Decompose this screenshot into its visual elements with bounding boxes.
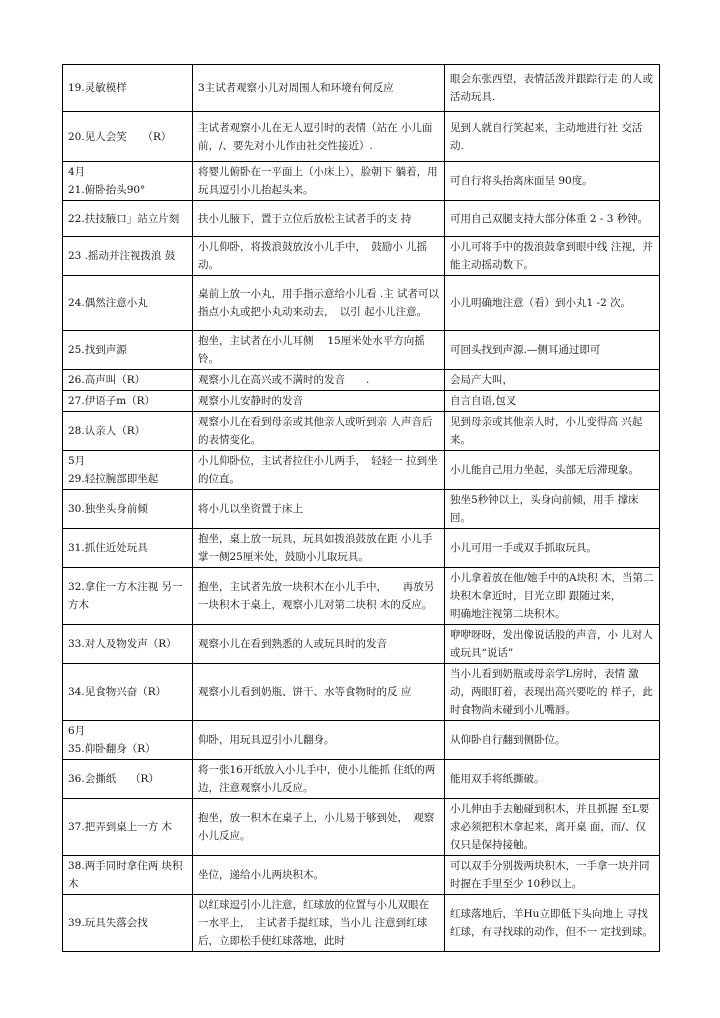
criterion-cell: 小儿明确地注意（看）到小丸1 -2 次。 xyxy=(445,276,660,331)
item-name: 34.见食物兴奋（R） xyxy=(68,686,167,698)
table-row xyxy=(63,391,660,412)
table-row xyxy=(63,112,660,162)
method-cell: 抱坐，主试者在小儿耳侧 15厘米处水平方向摇铃。 xyxy=(193,331,445,370)
item-name: 30.独坐头身前倾 xyxy=(68,503,148,515)
method-cell: 将婴儿俯卧在一平面上（小床上），脸朝下 躺着，用玩具逗引小儿抬起头来。 xyxy=(193,162,445,201)
table-row xyxy=(63,451,660,490)
item-cell xyxy=(63,451,193,490)
criterion-cell: 可回头找到声源.—侧耳通过即可 xyxy=(445,331,660,370)
table-row xyxy=(63,412,660,451)
method-cell: 小儿仰卧位，主试者拉住小儿两手， 轻轻一 拉到坐的位直。 xyxy=(193,451,445,490)
item-name: 24.偶然注意小丸 xyxy=(68,297,148,309)
method-cell: 桌前上放一小丸，用手指示意给小儿看 .主 试者可以指点小丸或把小丸动来动去， 以引 起小儿注意。 xyxy=(193,276,445,331)
criterion-cell: 当小儿看到奶瓶或母亲学L房时，表情 激动，两眼盯着，表现出高兴要吃的 样子，此时食物尚未碰到小儿嘴唇。 xyxy=(445,664,660,721)
item-name: 25.找到声源 xyxy=(68,344,127,356)
item-cell xyxy=(63,331,193,370)
item-cell xyxy=(63,112,193,162)
table-row xyxy=(63,664,660,721)
item-cell xyxy=(63,237,193,276)
item-cell xyxy=(63,799,193,856)
table-row xyxy=(63,201,660,237)
table-row xyxy=(63,331,660,370)
item-name: 20.见人会笑 （R） xyxy=(68,130,172,143)
item-name: 36.会撕纸 （R） xyxy=(68,773,159,785)
item-cell xyxy=(63,721,193,760)
item-cell xyxy=(63,370,193,391)
item-name: 28.认亲人（R） xyxy=(68,425,146,437)
item-cell xyxy=(63,895,193,952)
item-cell xyxy=(63,391,193,412)
method-cell: 观察小儿安静时的发音 xyxy=(193,391,445,412)
table-row xyxy=(63,856,660,895)
criterion-cell: 咿咿呀呀，发出像说话股的声音，小 儿对人或玩具“说话” xyxy=(445,625,660,664)
item-cell xyxy=(63,490,193,529)
method-cell: 扶小儿腋下，置于立位后放松主试者手的支 持 xyxy=(193,201,445,237)
method-cell: 观察小儿看到奶瓶、饼干、水等食物时的反 应 xyxy=(193,664,445,721)
criterion-cell: 小儿拿着放在他/她手中的A块积 木，当第二块积木拿近时，目光立即 跟随过来， 明确地注视第二块积木。 xyxy=(445,568,660,625)
criterion-cell: 红球落地后，羊Hu立即低下头向地上 寻找红球，有寻找球的动作，但不一 定找到球。 xyxy=(445,895,660,952)
criterion-cell: 可用自己双腿支持大部分体重 2 - 3 秒钟。 xyxy=(445,201,660,237)
item-cell xyxy=(63,529,193,568)
item-cell xyxy=(63,568,193,625)
table-row xyxy=(63,162,660,201)
criterion-cell: 可以双手分别拨两块积木，一手拿一块并同时握在手里至少 10秒以上。 xyxy=(445,856,660,895)
month-label: 5月 xyxy=(68,455,86,467)
assessment-table xyxy=(62,64,660,952)
method-cell: 抱坐，放一积木在桌子上，小儿易于够到处， 观察小儿反应。 xyxy=(193,799,445,856)
method-cell: 3主试者观察小儿对周围人和环境有何反应 xyxy=(193,65,445,112)
criterion-cell: 小儿伸由手去触碰到积木，并且抓握 至L要求必须把积木拿起来，离开桌 面，而/、仅仅只是保持接触。 xyxy=(445,799,660,856)
table-body xyxy=(63,65,660,952)
item-cell xyxy=(63,856,193,895)
method-cell: 抱坐，主试者先放一块积木在小儿手中， 再放另一块积木于桌上，观察小儿对第二块积 木的反应。 xyxy=(193,568,445,625)
table-row xyxy=(63,370,660,391)
criterion-cell: 小儿能自己用力坐起，头部无后滞现象。 xyxy=(445,451,660,490)
table-row xyxy=(63,65,660,112)
criterion-cell: 小儿可用一手或双手抓取玩具。 xyxy=(445,529,660,568)
criterion-cell: 能用双手将纸撕破。 xyxy=(445,760,660,799)
item-cell xyxy=(63,162,193,201)
table-row xyxy=(63,625,660,664)
table-row xyxy=(63,529,660,568)
item-cell xyxy=(63,65,193,112)
item-name: 29.轻拉腕部即坐起 xyxy=(68,473,159,485)
item-cell xyxy=(63,760,193,799)
table-row xyxy=(63,490,660,529)
criterion-cell: 见到母亲或其他亲人时，小儿变得高 兴起来。 xyxy=(445,412,660,451)
table-row xyxy=(63,568,660,625)
item-name: 26.高声叫（R） xyxy=(68,374,146,386)
item-name: 33.对人及物发声（R） xyxy=(68,638,177,650)
criterion-cell: 见到人就自行笑起来，主动地进行社 交活动. xyxy=(445,112,660,162)
criterion-cell: 会局产大叫， xyxy=(445,370,660,391)
item-name: 21.俯卧抬头90° xyxy=(68,184,146,196)
month-label: 4月 xyxy=(68,166,86,178)
criterion-cell: 自言自语,包叉 xyxy=(445,391,660,412)
method-cell: 将一张16开纸放入小儿手中，使小儿能抓 住纸的两边，注意观察小儿反应。 xyxy=(193,760,445,799)
method-cell: 观察小儿在看到母亲或其他亲人或听到亲 人声音后的表情变化。 xyxy=(193,412,445,451)
criterion-cell: 从仰卧自行翻到侧卧位。 xyxy=(445,721,660,760)
item-name: 23 .摇动并注视拨浪 鼓 xyxy=(68,250,176,262)
month-label: 6月 xyxy=(68,725,86,737)
method-cell: 观察小儿在看到熟悉的人或玩具时的发音 xyxy=(193,625,445,664)
method-cell: 观察小儿在高兴或不满时的发音 . xyxy=(193,370,445,391)
method-cell: 以红球逗引小儿注意，红球放的位置与小儿双眼在一水平上， 主试者手提红球，当小儿 注意到红球后，立即松手使红球落地，此时 xyxy=(193,895,445,952)
item-name: 31.抓住近处玩具 xyxy=(68,542,148,554)
method-cell: 仰卧，用玩具逗引小儿翻身。 xyxy=(193,721,445,760)
table-row xyxy=(63,895,660,952)
item-name: 35.仰卧翻身（R） xyxy=(68,743,156,755)
table-row xyxy=(63,760,660,799)
item-name: 19.灵敏模样 xyxy=(68,82,127,94)
item-cell xyxy=(63,201,193,237)
table-row xyxy=(63,721,660,760)
criterion-cell: 独坐5秒钟以上，头身向前倾，用手 撑床回。 xyxy=(445,490,660,529)
method-cell: 坐位，递给小儿两块积木。 xyxy=(193,856,445,895)
method-cell: 将小儿以坐资置于床上 xyxy=(193,490,445,529)
table-row xyxy=(63,276,660,331)
item-name: 32.拿住一方木注视 另一方木 xyxy=(68,581,183,611)
table-row xyxy=(63,799,660,856)
criterion-cell: 眼会东张西望，表情活泼并跟踪行走 的人或活动玩具. xyxy=(445,65,660,112)
item-name: 27.伊语子m（R） xyxy=(68,395,156,407)
method-cell: 主试者观察小儿在无人逗引时的表情（站在 小儿面前，/、要先对小儿作由社交性接近）. xyxy=(193,112,445,162)
item-name: 22.扶技腋口」站立片刻 xyxy=(68,212,180,225)
item-name: 39.玩具失落会找 xyxy=(68,917,148,929)
method-cell: 抱坐，桌上放一玩具，玩具如拨浪鼓放在距 小儿手掌一侧25厘米处，鼓励小儿取玩具。 xyxy=(193,529,445,568)
item-cell xyxy=(63,625,193,664)
item-cell xyxy=(63,664,193,721)
method-cell: 小儿仰卧，将拨浪鼓放汝小儿手中， 鼓励小 儿摇动。 xyxy=(193,237,445,276)
item-cell xyxy=(63,412,193,451)
item-name: 37.把弄到桌上一方 木 xyxy=(68,821,173,833)
criterion-cell: 可自行将头抬离床面呈 90度。 xyxy=(445,162,660,201)
criterion-cell: 小儿可将手中的拨浪鼓拿到眼中线 注视，并能主动摇动数下。 xyxy=(445,237,660,276)
item-name: 38.两手同时拿住两 块积木 xyxy=(68,860,183,890)
table-row xyxy=(63,237,660,276)
item-cell xyxy=(63,276,193,331)
